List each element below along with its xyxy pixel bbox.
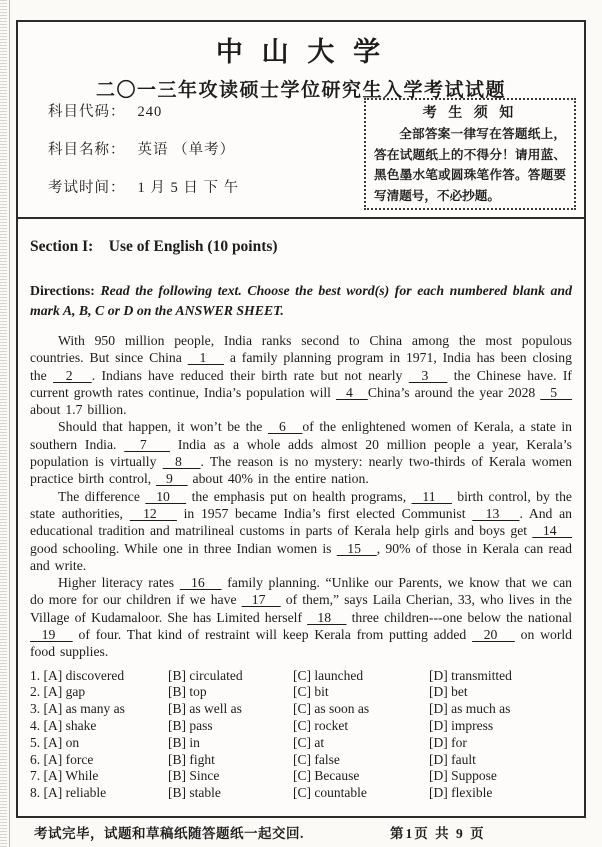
section-content — [18, 219, 584, 816]
subject-code-row — [48, 102, 239, 122]
directions-label: Directions: — [30, 283, 101, 298]
option-cell: 2. [A] gap — [30, 684, 86, 700]
cloze-blank-10: 10 — [145, 488, 187, 504]
option-cell: [C] at — [293, 734, 325, 750]
option-row-5 — [30, 735, 572, 752]
cloze-passage — [30, 332, 572, 661]
section-heading: Section I: Use of English (10 points) — [30, 238, 278, 255]
scan-edge-line — [9, 0, 10, 847]
directions — [30, 281, 572, 320]
option-row-7 — [30, 768, 572, 785]
candidate-notice-box — [364, 98, 576, 210]
cloze-paragraph: With 950 million people, India ranks second to China among the most populous countries. But since China 1 a family planning program in 1971, India has been closing the 2 . Indians have reduced their birth rate but not nearly 3 the Chinese have. If current growth rates continue, India’s population will 4 China’s around the year 2028 5 about 1.7 billion. — [30, 333, 573, 418]
option-cell: [D] fault — [429, 751, 476, 767]
option-cell: [C] launched — [293, 667, 364, 683]
cloze-paragraph: Higher literacy rates 16 family planning. “Unlike our Parents, we know that we can do more for our children if we have 17 of them,” says Laila Cherian, 33, who lives in the Village of Kudamaloor. She has Limited herself 18 three children---one below the national 19 of four. That kind of restraint will keep Kerala from putting added 20 on world food supplies. — [30, 575, 573, 660]
option-cell: [C] false — [293, 751, 340, 767]
cloze-blank-2: 2 — [53, 367, 92, 383]
option-cell: [D] impress — [429, 718, 494, 734]
option-cell: [B] stable — [168, 785, 221, 801]
cloze-blank-14: 14 — [532, 523, 572, 539]
cloze-blank-20: 20 — [472, 627, 515, 643]
option-cell: [C] Because — [293, 768, 360, 784]
option-row-3 — [30, 701, 572, 718]
exam-title: 二〇一三年攻读硕士学位研究生入学考试试题 — [95, 80, 506, 101]
footer-page-number: 第1页 共 9 页 — [390, 826, 486, 841]
university-title: 中 山 大 学 — [215, 37, 387, 67]
exam-time-value: 1 月 5 日 下 午 — [137, 180, 240, 196]
option-cell: [C] as soon as — [293, 701, 370, 717]
option-row-1 — [30, 668, 572, 685]
option-row-4 — [30, 718, 572, 735]
cloze-blank-9: 9 — [156, 471, 188, 487]
directions-text: Read the following text. Choose the best word(s) for each numbered blank and mark A, B, C or D on the ANSWER SHEET. — [30, 283, 572, 318]
cloze-blank-5: 5 — [540, 384, 573, 400]
cloze-blank-7: 7 — [124, 436, 171, 452]
option-row-6 — [30, 752, 572, 769]
cloze-blank-6: 6 — [267, 419, 303, 435]
subject-code-value: 240 — [137, 104, 163, 120]
cloze-paragraph: The difference 10 the emphasis put on health programs, 11 birth control, by the state authorities, 12 in 1957 became India’s first elected Communist 13 . And an educational tradition and matrilineal customs in parts of Kerala help girls and boys get 14 good schooling. While one in three Indian women is 15 , 90% of those in Kerala can read and write. — [30, 488, 573, 573]
option-cell: 6. [A] force — [30, 751, 94, 767]
notice-title: 考 生 须 知 — [422, 106, 518, 121]
exam-time-label: 考试时间： — [48, 180, 126, 196]
cloze-blank-8: 8 — [162, 454, 201, 470]
option-row-2 — [30, 684, 572, 701]
option-cell: [D] Suppose — [429, 768, 497, 784]
option-cell: 1. [A] discovered — [30, 667, 125, 683]
option-cell: [D] for — [429, 734, 467, 750]
cloze-blank-15: 15 — [336, 540, 377, 556]
subject-code-label: 科目代码： — [48, 104, 126, 120]
exam-paper-box — [16, 20, 586, 818]
option-cell: 4. [A] shake — [30, 718, 97, 734]
option-cell: 7. [A] While — [30, 768, 99, 784]
option-cell: 3. [A] as many as — [30, 701, 125, 717]
option-cell: [C] rocket — [293, 718, 349, 734]
option-cell: [B] circulated — [168, 667, 243, 683]
option-cell: [B] in — [168, 734, 200, 750]
subject-name-row — [48, 140, 239, 160]
option-cell: [C] countable — [293, 785, 367, 801]
option-cell: [B] pass — [168, 718, 213, 734]
option-cell: [B] Since — [168, 768, 220, 784]
option-cell: [D] bet — [429, 684, 468, 700]
cloze-blank-3: 3 — [408, 367, 448, 383]
option-cell: [B] fight — [168, 751, 215, 767]
option-cell: [B] as well as — [168, 701, 242, 717]
cloze-paragraph: Should that happen, it won’t be the 6 of the enlightened women of Kerala, a state in southern India. 7 India as a whole adds almost 20 million people a year, Kerala’s population is virtually 8 . The reason is no mystery: nearly two-thirds of Kerala women practice birth control, 9 about 40% in the entire nation. — [30, 419, 573, 487]
subject-name-value: 英语 （单考） — [137, 142, 236, 158]
option-row-8 — [30, 785, 572, 802]
option-cell: [D] flexible — [429, 785, 493, 801]
options-table — [30, 668, 572, 802]
cloze-blank-4: 4 — [335, 384, 368, 400]
cloze-blank-17: 17 — [241, 592, 281, 608]
option-cell: 5. [A] on — [30, 734, 80, 750]
subject-info-block — [48, 102, 239, 216]
option-cell: [B] top — [168, 684, 207, 700]
option-cell: [D] transmitted — [429, 667, 512, 683]
cloze-blank-12: 12 — [129, 505, 177, 521]
cloze-blank-1: 1 — [187, 350, 224, 366]
cloze-blank-18: 18 — [307, 609, 347, 625]
cloze-blank-19: 19 — [30, 627, 73, 643]
option-cell: [C] bit — [293, 684, 329, 700]
cloze-blank-16: 16 — [179, 575, 222, 591]
notice-body: 全部答案一律写在答题纸上，答在试题纸上的不得分！请用蓝、黑色墨水笔或圆珠笔作答。答题要写清题号，不必抄题。 — [374, 127, 566, 203]
page-footer — [16, 822, 586, 844]
cloze-blank-11: 11 — [411, 488, 452, 504]
exam-time-row — [48, 178, 239, 198]
subject-name-label: 科目名称： — [48, 142, 126, 158]
option-cell: [D] as much as — [429, 701, 511, 717]
cloze-blank-13: 13 — [472, 505, 520, 521]
scan-edge-artifact — [0, 0, 7, 847]
option-cell: 8. [A] reliable — [30, 785, 107, 801]
footer-return-note: 考试完毕，试题和草稿纸随答题纸一起交回. — [34, 826, 304, 841]
